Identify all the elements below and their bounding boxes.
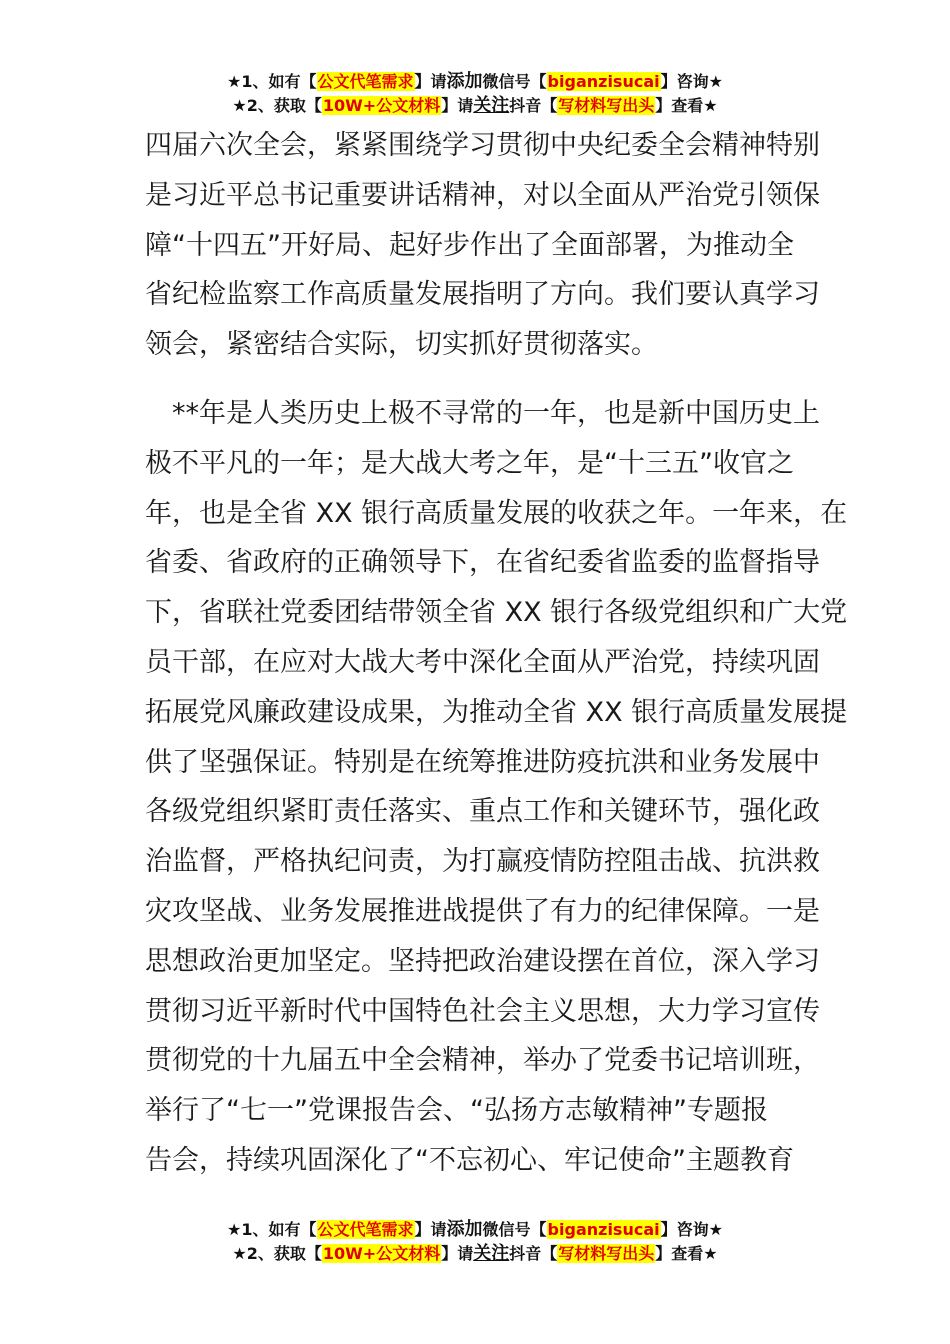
banner-emphasis: 添加: [446, 1219, 483, 1240]
paragraph-line: 供了坚强保证。特别是在统筹推进防疫抗洪和业务发展中: [145, 746, 820, 778]
paragraph-line: 障“十四五”开好局、起好步作出了全面部署，为推动全: [145, 229, 794, 261]
banner-line-2: [0, 94, 950, 118]
highlight-douyin-account: 写材料写出头: [558, 1244, 655, 1263]
paragraph-line: 年，也是全省 XX 银行高质量发展的收获之年。一年来，在: [145, 497, 848, 529]
banner-line-2: [0, 1242, 950, 1266]
banner-emphasis: 关注: [473, 1243, 510, 1264]
highlight-materials: 10W+公文材料: [322, 1244, 441, 1263]
paragraph-line: 员干部，在应对大战大考中深化全面从严治党，持续巩固: [145, 646, 820, 678]
banner-text: 】查看★: [655, 1244, 718, 1263]
paragraph-line: 是习近平总书记重要讲话精神，对以全面从严治党引领保: [145, 179, 820, 211]
paragraph-line: 领会，紧密结合实际，切实抓好贯彻落实。: [145, 329, 658, 361]
banner-text: 】咨询★: [660, 72, 723, 91]
banner-text: 】请: [441, 1244, 474, 1263]
top-ad-banner: [0, 70, 950, 118]
banner-text: ★1、如有【: [227, 1220, 317, 1239]
banner-emphasis: 关注: [473, 95, 510, 116]
bottom-ad-banner: [0, 1218, 950, 1266]
banner-text: 】请: [441, 96, 474, 115]
banner-text: 微信号【: [482, 72, 547, 91]
paragraph-line: 各级党组织紧盯责任落实、重点工作和关键环节，强化政: [145, 796, 820, 828]
banner-text: 微信号【: [482, 1220, 547, 1239]
banner-text: 】查看★: [655, 96, 718, 115]
paragraph-line: 省纪检监察工作高质量发展指明了方向。我们要认真学习: [145, 279, 820, 311]
banner-emphasis: 添加: [446, 71, 483, 92]
banner-text: 】咨询★: [660, 1220, 723, 1239]
highlight-wechat-id: biganzisucai: [547, 72, 660, 91]
highlight-materials: 10W+公文材料: [322, 96, 441, 115]
banner-text: ★1、如有【: [227, 72, 317, 91]
paragraph-1: [145, 121, 820, 370]
paragraph-line: 省委、省政府的正确领导下，在省纪委省监委的监督指导: [145, 547, 820, 579]
paragraph-line: 四届六次全会，紧紧围绕学习贯彻中央纪委全会精神特别: [145, 130, 820, 161]
banner-line-1: [0, 70, 950, 94]
banner-text: 】请: [414, 72, 447, 91]
banner-text: 抖音【: [509, 1244, 558, 1263]
paragraph-line: **年是人类历史上极不寻常的一年，也是新中国历史上: [145, 398, 820, 429]
paragraph-line: 贯彻党的十九届五中全会精神，举办了党委书记培训班，: [145, 1045, 820, 1077]
paragraph-line: 拓展党风廉政建设成果，为推动全省 XX 银行高质量发展提: [145, 696, 848, 728]
highlight-service: 公文代笔需求: [317, 72, 414, 91]
highlight-service: 公文代笔需求: [317, 1220, 414, 1239]
banner-line-1: [0, 1218, 950, 1242]
highlight-douyin-account: 写材料写出头: [558, 96, 655, 115]
paragraph-line: 思想政治更加坚定。坚持把政治建设摆在首位，深入学习: [145, 945, 820, 977]
paragraph-line: 下，省联社党委团结带领全省 XX 银行各级党组织和广大党: [145, 597, 848, 629]
paragraph-line: 治监督，严格执纪问责，为打赢疫情防控阻击战、抗洪救: [145, 846, 820, 878]
highlight-wechat-id: biganzisucai: [547, 1220, 660, 1239]
paragraph-line: 举行了“七一”党课报告会、“弘扬方志敏精神”专题报: [145, 1095, 768, 1127]
paragraph-2: [145, 389, 848, 1186]
paragraph-line: 极不平凡的一年；是大战大考之年，是“十三五”收官之: [145, 447, 794, 479]
banner-text: ★2、获取【: [232, 96, 322, 115]
banner-text: 抖音【: [509, 96, 558, 115]
banner-text: 】请: [414, 1220, 447, 1239]
paragraph-line: 灾攻坚战、业务发展推进战提供了有力的纪律保障。一是: [145, 895, 820, 927]
paragraph-line: 贯彻习近平新时代中国特色社会主义思想，大力学习宣传: [145, 995, 820, 1027]
banner-text: ★2、获取【: [232, 1244, 322, 1263]
paragraph-line: 告会，持续巩固深化了“不忘初心、牢记使命”主题教育: [145, 1144, 794, 1176]
